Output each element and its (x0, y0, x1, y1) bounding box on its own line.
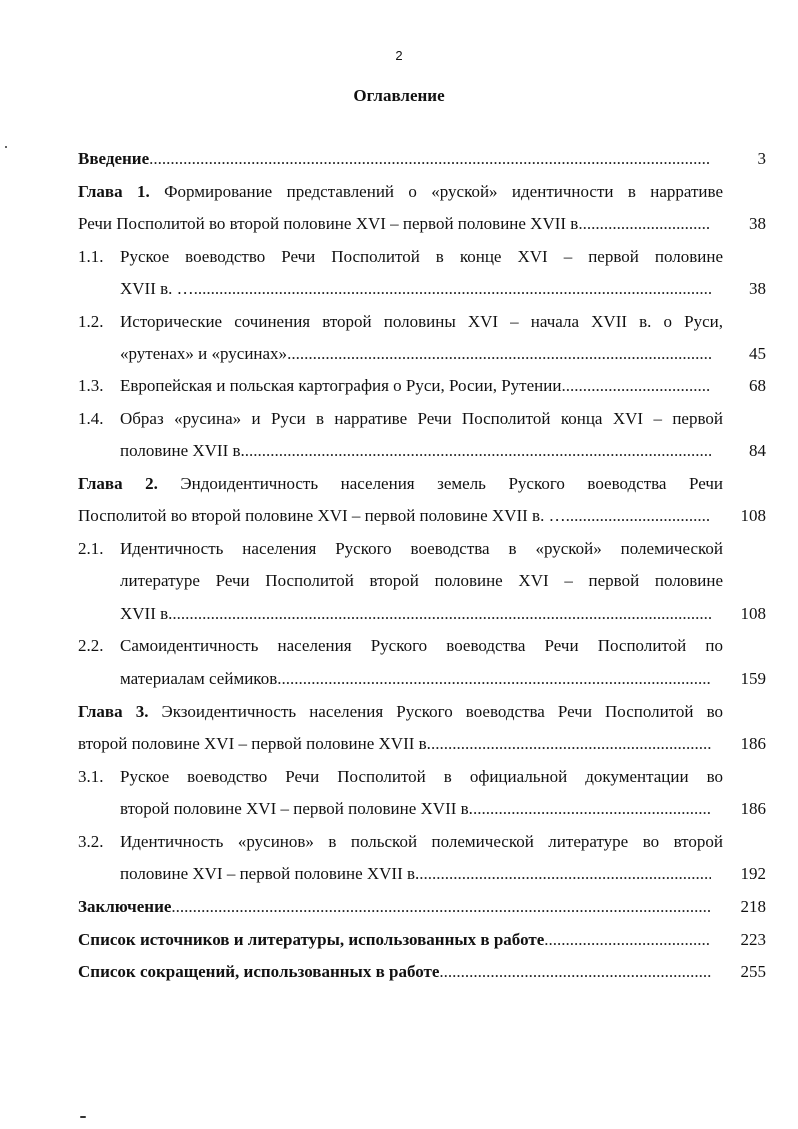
entry-label: Заключение (78, 897, 172, 916)
toc-entry-sources[interactable] (78, 927, 766, 953)
toc-entry-chapter-2-cont[interactable] (78, 503, 766, 529)
page-ref: 38 (749, 279, 766, 298)
entry-text: второй половине XVI – первой половине XVII в. (78, 734, 431, 753)
entry-text: Посполитой во второй половине XVI – первой половине XVII в. … (78, 506, 566, 525)
dot-leader (578, 211, 711, 237)
section-number: 2.1. (78, 539, 104, 558)
toc-entry-1-4-cont[interactable] (120, 438, 766, 464)
page-ref: 84 (749, 441, 766, 460)
page-ref: 223 (740, 930, 766, 949)
page-ref: 45 (749, 344, 766, 363)
dot-leader (245, 438, 711, 464)
toc-entry-abbreviations[interactable] (78, 959, 766, 985)
toc-entry-intro[interactable] (78, 146, 766, 172)
entry-text: XVII в. (120, 604, 173, 623)
dot-leader (287, 341, 711, 367)
entry-label: Список сокращений, использованных в работе (78, 962, 440, 981)
entry-text: Руское воеводство Речи Посполитой в официальной документации во (120, 767, 723, 786)
dot-leader (544, 927, 711, 953)
page-ref: 159 (740, 669, 766, 688)
toc-entry-2-1-cont[interactable] (120, 568, 766, 594)
scan-speck (5, 146, 7, 148)
chapter-label: Глава 3. (78, 702, 149, 721)
dot-leader (172, 601, 711, 627)
page-ref: 192 (740, 864, 766, 883)
chapter-label: Глава 2. (78, 474, 158, 493)
section-number: 1.1. (78, 247, 104, 266)
toc-entry-2-2[interactable] (78, 633, 766, 659)
entry-text: Образ «русина» и Руси в нарративе Речи Посполитой конца XVI – первой (120, 409, 723, 428)
page-ref: 186 (740, 799, 766, 818)
toc-entry-3-1[interactable] (78, 764, 766, 790)
entry-text: половине XVI – первой половине XVII в. (120, 864, 420, 883)
toc-entry-chapter-3[interactable] (78, 699, 766, 725)
dot-leader (439, 959, 711, 985)
dot-leader (149, 146, 711, 172)
dot-leader (561, 373, 711, 399)
entry-text: половине XVII в. (120, 441, 245, 460)
entry-text: XVII в. … (120, 279, 194, 298)
entry-text: Формирование представлений о «руской» идентичности в нарративе (164, 182, 723, 201)
toc-entry-chapter-1[interactable] (78, 179, 766, 205)
page-ref: 218 (740, 897, 766, 916)
section-number: 3.2. (78, 832, 104, 851)
page-ref: 255 (740, 962, 766, 981)
toc-entry-chapter-3-cont[interactable] (78, 731, 766, 757)
entry-text: Руское воеводство Речи Посполитой в конце XVI – первой половине (120, 247, 723, 266)
page-ref: 186 (740, 734, 766, 753)
toc-entry-1-3[interactable] (78, 373, 766, 399)
entry-text: Речи Посполитой во второй половине XVI – первой половине XVII в (78, 214, 579, 233)
toc-entry-3-1-cont[interactable] (120, 796, 766, 822)
chapter-label: Глава 1. (78, 182, 150, 201)
dot-leader (171, 894, 711, 920)
toc-entry-2-1[interactable] (78, 536, 766, 562)
toc-entry-3-2-cont[interactable] (120, 861, 766, 887)
toc-entry-1-2-cont[interactable] (120, 341, 766, 367)
section-number: 2.2. (78, 636, 104, 655)
entry-text: материалам сеймиков (120, 669, 278, 688)
dot-leader (194, 276, 711, 302)
section-number: 1.2. (78, 312, 104, 331)
entry-text: второй половине XVI – первой половине XVII в. (120, 799, 473, 818)
entry-text: Идентичность «русинов» в польской полемической литературе во второй (120, 832, 723, 851)
entry-text: «рутенах» и «русинах» (120, 344, 288, 363)
dot-leader (473, 796, 711, 822)
section-number: 1.3. (78, 376, 104, 395)
entry-label: Введение (78, 149, 150, 168)
toc-entry-1-1-cont[interactable] (120, 276, 766, 302)
toc-entry-3-2[interactable] (78, 829, 766, 855)
page-ref: 38 (749, 214, 766, 233)
toc-entry-1-1[interactable] (78, 244, 766, 270)
entry-text: Исторические сочинения второй половины XVI – начала XVII в. о Руси, (120, 312, 723, 331)
page-ref: 108 (740, 506, 766, 525)
scan-speck (80, 1116, 86, 1118)
dot-leader (431, 731, 711, 757)
page-ref: 68 (749, 376, 766, 395)
toc-entry-chapter-1-cont[interactable] (78, 211, 766, 237)
toc-entry-chapter-2[interactable] (78, 471, 766, 497)
toc-entry-1-4[interactable] (78, 406, 766, 432)
page-number: 2 (395, 48, 403, 63)
page-title: Оглавление (353, 86, 445, 105)
page-ref: 3 (757, 149, 766, 168)
entry-label: Список источников и литературы, использованных в работе (78, 930, 545, 949)
toc-entry-2-2-cont[interactable] (120, 666, 766, 692)
dot-leader (566, 503, 711, 529)
entry-text: Идентичность населения Руского воеводства в «руской» полемической (120, 539, 723, 558)
toc-entry-conclusion[interactable] (78, 894, 766, 920)
entry-text: Европейская и польская картография о Руси, Росии, Рутении (120, 376, 562, 395)
page-ref: 108 (740, 604, 766, 623)
section-number: 3.1. (78, 767, 104, 786)
dot-leader (419, 861, 711, 887)
toc-entry-2-1-cont2[interactable] (120, 601, 766, 627)
dot-leader (277, 666, 711, 692)
entry-text: литературе Речи Посполитой второй половине XVI – первой половине (120, 571, 723, 590)
entry-text: Эндоидентичность населения земель Руского воеводства Речи (180, 474, 723, 493)
entry-text: Самоидентичность населения Руского воеводства Речи Посполитой по (120, 636, 723, 655)
toc-entry-1-2[interactable] (78, 309, 766, 335)
entry-text: Экзоидентичность населения Руского воеводства Речи Посполитой во (161, 702, 723, 721)
section-number: 1.4. (78, 409, 104, 428)
